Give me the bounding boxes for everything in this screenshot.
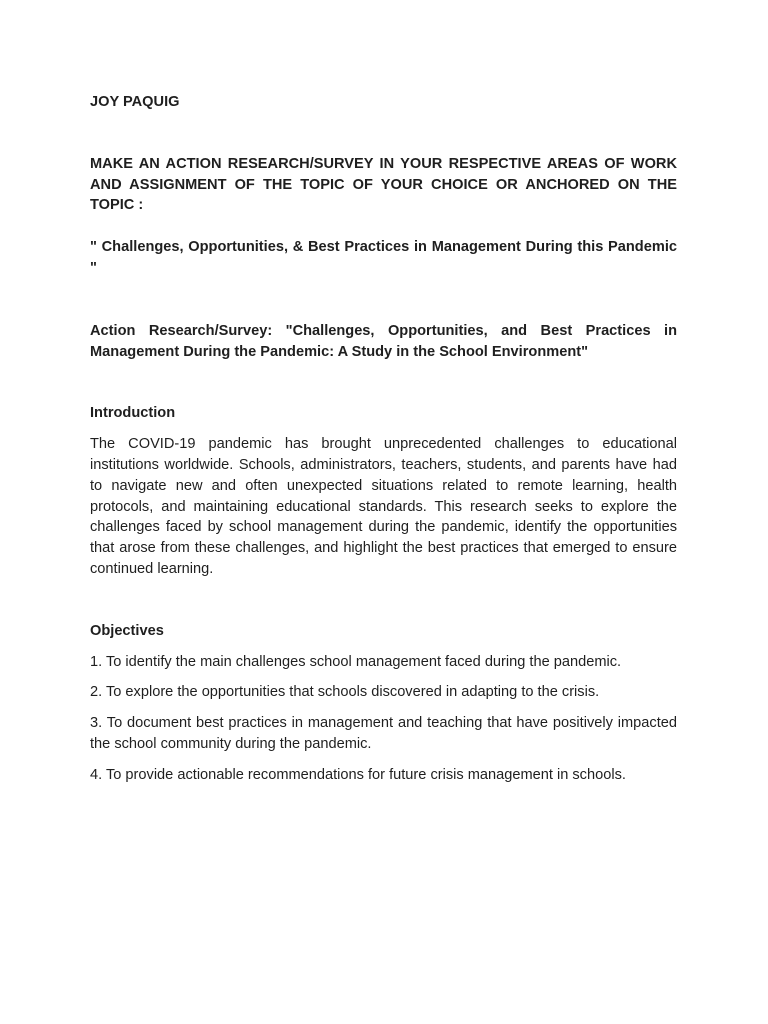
objective-item: 1. To identify the main challenges school management faced during the pandemic. bbox=[90, 653, 622, 670]
assignment-instruction: MAKE AN ACTION RESEARCH/SURVEY IN YOUR RESPECTIVE AREAS OF WORK AND ASSIGNMENT OF THE TOPIC OF YOUR CHOICE OR ANCHORED ON THE TOPIC : bbox=[90, 155, 677, 214]
objectives-heading: Objectives bbox=[90, 622, 164, 639]
introduction-text: The COVID-19 pandemic has brought unprecedented challenges to educational institutions worldwide. Schools, administrators, teachers, students, and parents have had to navigate new and often unexpected situations related to remote learning, health protocols, and maintaining educational standards. This research seeks to explore the challenges faced by school management during the pandemic, identify the opportunities that arose from these challenges, and highlight the best practices that emerged to ensure continued learning. bbox=[90, 436, 677, 577]
objective-item: 4. To provide actionable recommendations for future crisis management in schools. bbox=[90, 766, 626, 783]
author-name: JOY PAQUIG bbox=[90, 94, 180, 110]
objective-item: 2. To explore the opportunities that schools discovered in adapting to the crisis. bbox=[90, 684, 600, 701]
topic-statement: " Challenges, Opportunities, & Best Practices in Management During this Pandemic " bbox=[90, 239, 677, 276]
document-body bbox=[90, 92, 677, 796]
introduction-heading: Introduction bbox=[90, 405, 176, 422]
objective-item: 3. To document best practices in management and teaching that have positively impacted the school community during the pandemic. bbox=[90, 715, 677, 752]
research-title: Action Research/Survey: "Challenges, Opportunities, and Best Practices in Management During the Pandemic: A Study in the School Environment" bbox=[90, 322, 677, 360]
